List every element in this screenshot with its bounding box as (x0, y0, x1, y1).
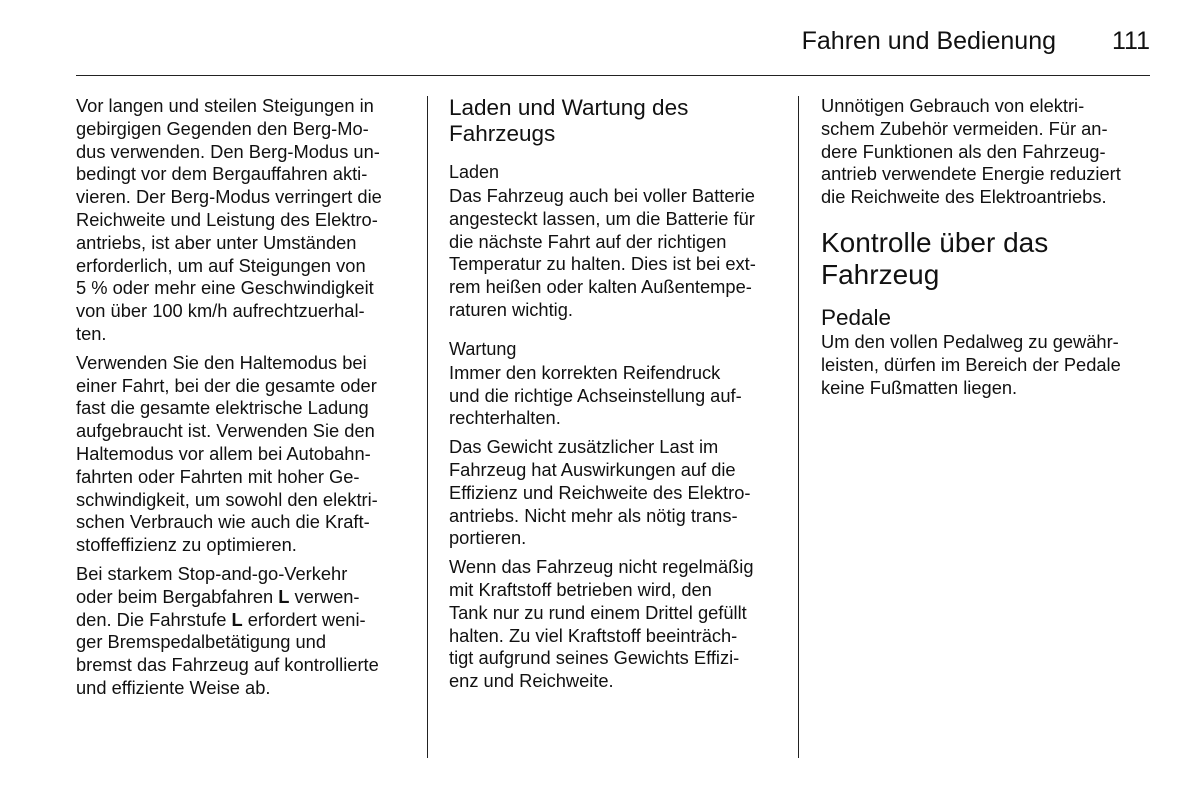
column-2 (449, 95, 781, 699)
paragraph-reifendruck (449, 362, 781, 430)
text-line: ger Bremspedalbetätigung und (76, 631, 327, 653)
text-line: 5 % oder mehr eine Geschwindigkeit (76, 277, 374, 299)
page-header-title: Fahren und Bedienung (801, 27, 1056, 55)
text-line: fast die gesamte elektrische Ladung (76, 397, 369, 419)
text-line: erforderlich, um auf Steigungen von (76, 254, 366, 276)
text-line: schen Verbrauch wie auch die Kraft- (76, 511, 370, 533)
subheading-laden: Laden (449, 162, 500, 182)
text-line: Um den vollen Pedalweg zu gewähr- (821, 330, 1119, 352)
text-line: dere Funktionen als den Fahrzeug- (821, 140, 1106, 162)
text-line: gebirgigen Gegenden den Berg-Mo- (76, 117, 369, 139)
column-3 (821, 95, 1153, 405)
text-line: portieren. (449, 527, 527, 549)
text-line: vieren. Der Berg-Modus verringert die (76, 186, 382, 208)
paragraph-kraftstoff (449, 556, 781, 693)
text-line: stoffeffizienz zu optimieren. (76, 534, 297, 556)
text-line: raturen wichtig. (449, 298, 573, 320)
text-line: von über 100 km/h aufrechtzuerhal- (76, 300, 365, 322)
text-line: leisten, dürfen im Bereich der Pedale (821, 353, 1121, 375)
text-line: aufgebraucht ist. Verwenden Sie den (76, 420, 375, 442)
section-heading-laden-wartung (449, 95, 781, 147)
header-divider (76, 75, 1150, 76)
paragraph-laden (449, 185, 781, 322)
text-line: Tank nur zu rund einem Drittel gefüllt (449, 601, 747, 623)
text-line: Fahrzeug hat Auswirkungen auf die (449, 458, 736, 480)
text-segment: verwen- (289, 585, 360, 607)
text-line: rechterhalten. (449, 407, 561, 429)
text-line: Effizienz und Reichweite des Elektro- (449, 481, 751, 503)
page-number: 111 (1111, 27, 1150, 55)
text-line: ten. (76, 322, 107, 344)
text-line: und die richtige Achseinstellung auf- (449, 384, 742, 406)
text-line: angesteckt lassen, um die Batterie für (449, 207, 755, 229)
text-line: antriebs, ist aber unter Umständen (76, 231, 357, 253)
gear-l-label: L (278, 585, 290, 607)
heading-line: Fahrzeug (821, 258, 940, 290)
paragraph-fahrstufe-l (76, 563, 408, 700)
gear-l-label: L (231, 608, 243, 630)
column-divider-2 (798, 96, 799, 758)
text-line: bedingt vor dem Bergauffahren akti- (76, 163, 368, 185)
text-line: halten. Zu viel Kraftstoff beeinträch- (449, 624, 738, 646)
heading-line: Fahrzeugs (449, 121, 556, 146)
text-line: Vor langen und steilen Steigungen in (76, 95, 374, 116)
text-line: keine Fußmatten liegen. (821, 376, 1018, 398)
heading-line: Kontrolle über das (821, 226, 1049, 258)
text-line: Verwenden Sie den Haltemodus bei (76, 351, 367, 373)
text-line: antrieb verwendete Energie reduziert (821, 163, 1121, 185)
text-line: Wenn das Fahrzeug nicht regelmäßig (449, 556, 754, 578)
text-line: Temperatur zu halten. Dies ist bei ext- (449, 253, 756, 275)
text-line: Das Gewicht zusätzlicher Last im (449, 436, 719, 458)
paragraph-zubehoer (821, 95, 1153, 209)
text-line: fahrten oder Fahrten mit hoher Ge- (76, 465, 360, 487)
text-line: tigt aufgrund seines Gewichts Effizi- (449, 647, 740, 669)
heading-line: Laden und Wartung des (449, 95, 689, 120)
column-divider-1 (427, 96, 428, 758)
text-line: antriebs. Nicht mehr als nötig trans- (449, 504, 738, 526)
paragraph-pedale (821, 331, 1153, 399)
paragraph-gewicht (449, 436, 781, 550)
paragraph-berg-modus (76, 95, 408, 346)
text-line: Immer den korrekten Reifendruck (449, 361, 721, 383)
text-line: Das Fahrzeug auch bei voller Batterie (449, 185, 755, 206)
text-line: einer Fahrt, bei der die gesamte oder (76, 374, 377, 396)
text-line: Haltemodus vor allem bei Autobahn- (76, 442, 371, 464)
text-line: mit Kraftstoff betrieben wird, den (449, 578, 712, 600)
subheading-pedale: Pedale (821, 304, 892, 330)
text-line: schem Zubehör vermeiden. Für an- (821, 117, 1108, 139)
text-line: rem heißen oder kalten Außentempe- (449, 276, 752, 298)
text-segment: oder beim Bergabfahren (76, 585, 279, 607)
text-segment: den. Die Fahrstufe (76, 608, 232, 630)
paragraph-haltemodus (76, 352, 408, 557)
text-line: und effiziente Weise ab. (76, 676, 271, 698)
text-line: bremst das Fahrzeug auf kontrollierte (76, 654, 379, 676)
section-heading-kontrolle (821, 227, 1153, 291)
column-1 (76, 95, 408, 706)
text-segment: erfordert weni- (242, 608, 366, 630)
text-line: die Reichweite des Elektroantriebs. (821, 186, 1107, 208)
text-line: Unnötigen Gebrauch von elektri- (821, 95, 1085, 116)
text-line: die nächste Fahrt auf der richtigen (449, 230, 727, 252)
text-line: schwindigkeit, um sowohl den elektri- (76, 488, 378, 510)
text-line: dus verwenden. Den Berg-Modus un- (76, 140, 380, 162)
text-line: Reichweite und Leistung des Elektro- (76, 208, 378, 230)
text-line: enz und Reichweite. (449, 670, 614, 692)
text-line: Bei starkem Stop-and-go-Verkehr (76, 562, 348, 584)
subheading-wartung: Wartung (449, 338, 517, 359)
